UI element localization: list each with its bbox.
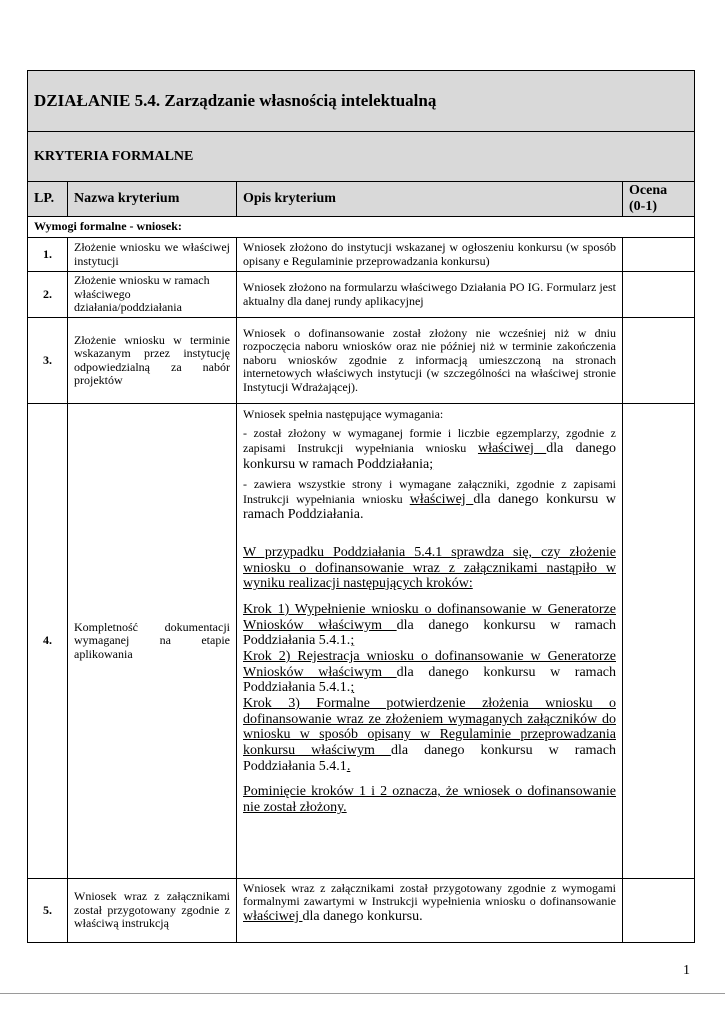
row-score <box>623 272 695 318</box>
step-2: Krok 2) Rejestracja wniosku o dofinansowanie w Generatorze Wniosków właściwym dla danego konkursu w ramach Poddziałania 5.4.1.; <box>243 649 616 696</box>
requirement-item: - został złożony w wymaganej formie i liczbie egzemplarzy, zgodnie z zapisami Instrukcji wypełniania wniosku właściwej dla danego konkursu w ramach Poddziałania; <box>243 426 616 472</box>
row-lp: 4. <box>28 404 68 879</box>
row-name: Kompletność dokumentacji wymaganej na etapie aplikowania <box>68 404 237 879</box>
section-heading: Wymogi formalne - wniosek: <box>28 217 695 238</box>
row-desc: Wniosek wraz z załącznikami został przygotowany zgodnie z wymogami formalnymi zawartymi w Instrukcji wypełnienia wniosku o dofinansowanie właściwej dla danego konkursu. <box>237 879 623 943</box>
table-subtitle: KRYTERIA FORMALNE <box>28 132 695 182</box>
criteria-table <box>27 70 695 943</box>
row-name: Złożenie wniosku w ramach właściwego działania/poddziałania <box>68 272 237 318</box>
requirements-intro: Wniosek spełnia następujące wymagania: <box>243 407 444 421</box>
table-row <box>28 879 695 943</box>
header-name: Nazwa kryterium <box>68 182 237 217</box>
row-desc: Wniosek złożono na formularzu właściwego Działania PO IG. Formularz jest aktualny dla danej rundy aplikacyjnej <box>237 272 623 318</box>
table-title: DZIAŁANIE 5.4. Zarządzanie własnością intelektualną <box>28 71 695 132</box>
row-lp: 3. <box>28 318 68 404</box>
header-score-line2: (0-1) <box>629 199 657 214</box>
step-3: Krok 3) Formalne potwierdzenie złożenia wniosku o dofinansowanie wraz ze złożeniem wymaganych załączników do wniosku w sposób opisany w Regulaminie przeprowadzania konkursu właściwym dla danego konkursu w ramach Poddziałania 5.4.1. <box>243 696 616 774</box>
row-name: Złożenie wniosku we właściwej instytucji <box>68 238 237 272</box>
row-desc: Wniosek złożono do instytucji wskazanej w ogłoszeniu konkursu (w sposób opisany e Regulaminie przeprowadzania konkursu) <box>237 238 623 272</box>
requirement-item: - zawiera wszystkie strony i wymagane załączniki, zgodnie z zapisami Instrukcji wypełniania wniosku właściwej dla danego konkursu w ramach Poddziałania. <box>243 477 616 523</box>
row-lp: 2. <box>28 272 68 318</box>
header-desc: Opis kryterium <box>237 182 623 217</box>
row-score <box>623 238 695 272</box>
header-score <box>623 182 695 217</box>
row-desc: Wniosek o dofinansowanie został złożony nie wcześniej niż w dniu rozpoczęcia naboru wniosków oraz nie później niż w terminie zakończenia naboru wniosków zgodnie z informacją umieszczoną na stronach internetowych właściwych instytucji (w szczególności na właściwej stronie Instytucji Wdrażającej). <box>237 318 623 404</box>
row-name: Wniosek wraz z załącznikami został przygotowany zgodnie z właściwą instrukcją <box>68 879 237 943</box>
row-name: Złożenie wniosku w terminie wskazanym przez instytucję odpowiedzialną za nabór projektów <box>68 318 237 404</box>
table-row <box>28 238 695 272</box>
row-lp: 5. <box>28 879 68 943</box>
row-desc <box>237 404 623 879</box>
page-number: 1 <box>683 963 690 978</box>
subaction-paragraph: W przypadku Poddziałania 5.4.1 sprawdza się, czy złożenie wniosku o dofinansowanie wraz z załącznikami nastąpiło w wyniku realizacji następujących kroków: <box>243 545 616 592</box>
header-score-line1: Ocena <box>629 183 668 199</box>
header-lp: LP. <box>28 182 68 217</box>
row-score <box>623 318 695 404</box>
table-row <box>28 404 695 879</box>
final-note: Pominięcie kroków 1 i 2 oznacza, że wniosek o dofinansowanie nie został złożony. <box>243 784 616 816</box>
row-lp: 1. <box>28 238 68 272</box>
table-row <box>28 318 695 404</box>
footer-divider <box>0 993 725 994</box>
table-row <box>28 272 695 318</box>
row-score <box>623 404 695 879</box>
step-1: Krok 1) Wypełnienie wniosku o dofinansowanie w Generatorze Wniosków właściwym dla danego konkursu w ramach Poddziałania 5.4.1.; <box>243 602 616 649</box>
row-score <box>623 879 695 943</box>
